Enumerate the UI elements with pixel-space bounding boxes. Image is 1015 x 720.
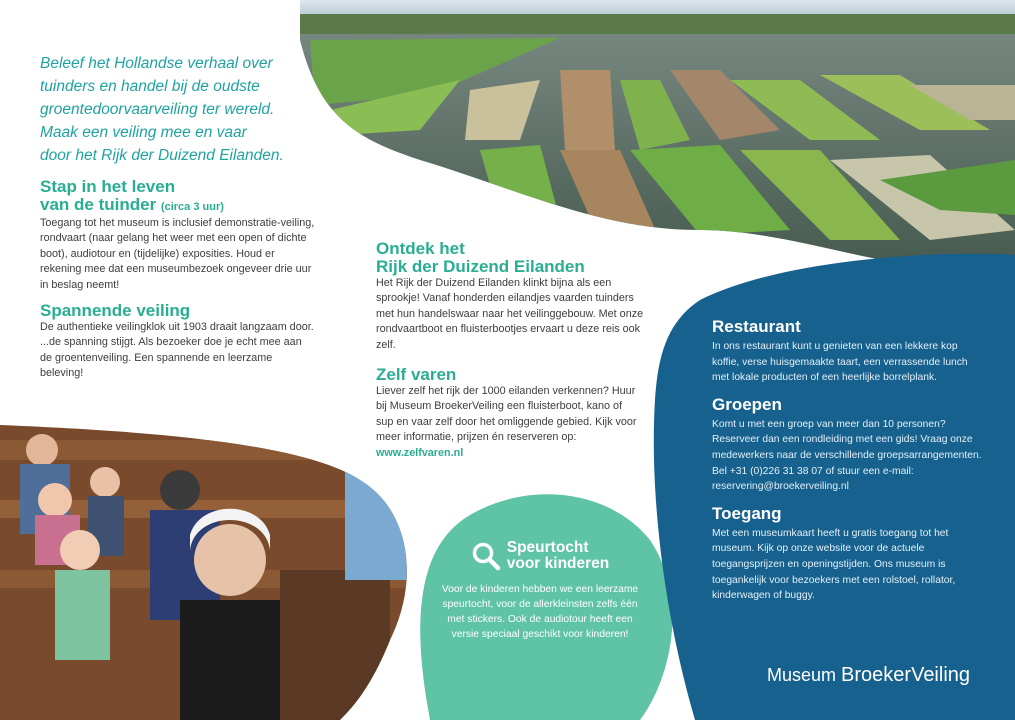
- zelfvaren-link[interactable]: www.zelfvaren.nl: [376, 446, 464, 459]
- tuinder-heading: [40, 178, 315, 216]
- tuinder-duration-note: (circa 3 uur): [160, 201, 224, 213]
- museum-logo: [767, 664, 970, 687]
- speurtocht-body: Voor de kinderen hebben we een leerzame speurtocht, voor de allerkleinsten zelfs één met stickers. Ook de audiotour heeft een versie speciaal geschikt voor kinderen!: [441, 584, 639, 640]
- zelfvaren-body-text: Liever zelf het rijk der 1000 eilanden verkennen? Huur bij Museum BroekerVeiling een fluisterboot, kano of sup en vaar zelf door het omliggende gebied. Kijk voor meer informatie, prijzen én reserveren op:: [376, 385, 637, 444]
- speurtocht-heading: [440, 540, 640, 572]
- auction-visitors-photo: [0, 400, 420, 720]
- tuinder-body: Toegang tot het museum is inclusief demonstratie-veiling, rondvaart (naar gelang het weer met een open of dichte boot), audiotour en (tijdelijke) exposities. Houd er rekening mee dat een museumbezoek ongeveer drie uur in beslag neemt!: [40, 217, 315, 291]
- toegang-body: Met een museumkaart heeft u gratis toegang tot het museum. Kijk op onze website voor de actuele toegangsprijzen en openingstijden. Ons museum is toegankelijk voor bezoekers met een rolstoel, rollator, kinderwagen of buggy.: [712, 527, 956, 602]
- intro-line-1: Beleef het Hollandse verhaal over: [40, 55, 273, 72]
- veiling-heading: Spannende veiling: [40, 301, 191, 320]
- tuinder-title-line-1: Stap in het leven: [40, 177, 176, 196]
- intro-line-4: Maak een veiling mee en vaar: [40, 124, 247, 141]
- intro-line-5: door het Rijk der Duizend Eilanden.: [40, 147, 284, 164]
- intro-text: [40, 52, 325, 167]
- info-panel: [712, 318, 982, 614]
- eilanden-title-line-1: Ontdek het: [376, 239, 465, 258]
- section-tuinder: [40, 178, 315, 293]
- restaurant-body: In ons restaurant kunt u genieten van een lekkere kop koffie, verse huisgemaakte taart, een verrassende lunch met lokale producten of een heerlijke borrelplank.: [712, 341, 968, 384]
- speurtocht-title-line-1: Speurtocht: [506, 539, 589, 556]
- zelfvaren-body: [376, 384, 641, 461]
- intro-line-3: groentedoorvaarveiling ter wereld.: [40, 101, 275, 118]
- logo-museum: Museum: [767, 665, 837, 685]
- groepen-body: Komt u met een groep van meer dan 10 personen? Reserveer dan een rondleiding met een gids! Vraag onze medewerkers naar de verschillende groepsarrangementen. Bel +31 (0)226 31 38 07 of stuur een e-mail: reservering@broekerveiling.nl: [712, 418, 982, 493]
- eilanden-title-line-2: Rijk der Duizend Eilanden: [376, 257, 585, 276]
- veiling-body: De authentieke veilingklok uit 1903 draait langzaam door. ...de spanning stijgt. Als bezoeker doe je echt mee aan de groentenveiling. Een spannende en leerzame beleving!: [40, 321, 314, 380]
- zelfvaren-heading: Zelf varen: [376, 365, 457, 384]
- magnifier-icon: [471, 541, 501, 571]
- section-zelfvaren: [376, 366, 641, 461]
- section-veiling: [40, 302, 315, 382]
- section-speurtocht: [440, 540, 640, 642]
- speurtocht-title-line-2: voor kinderen: [506, 555, 610, 572]
- toegang-heading: Toegang: [712, 503, 782, 523]
- intro-line-2: tuinders en handel bij de oudste: [40, 78, 260, 95]
- eilanden-heading: [376, 240, 646, 276]
- section-eilanden: [376, 240, 646, 353]
- eilanden-body: Het Rijk der Duizend Eilanden klinkt bijna als een sprookje! Vanaf honderden eilandjes vaarden tuinders met hun handelswaar naar het veilinggebouw. Met onze rondvaartboot en fluisterbootjes ervaart u deze reis ook zelf.: [376, 277, 644, 351]
- logo-broekerveiling: BroekerVeiling: [841, 664, 971, 686]
- tuinder-title-line-2: van de tuinder: [40, 195, 157, 214]
- groepen-heading: Groepen: [712, 394, 782, 414]
- restaurant-heading: Restaurant: [712, 317, 801, 336]
